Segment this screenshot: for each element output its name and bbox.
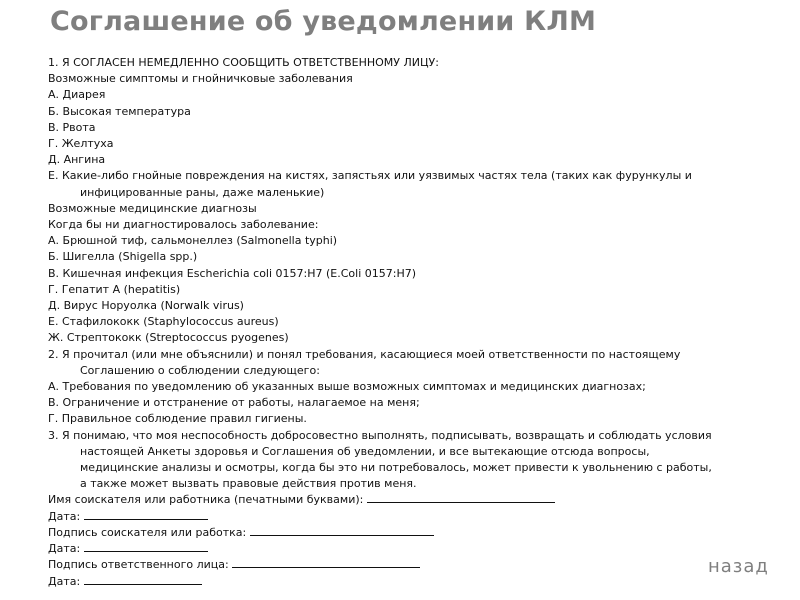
list-item: Д. Вирус Норуолка (Norwalk virus)	[48, 299, 244, 313]
list-item: В. Кишечная инфекция Escherichia coli 0157:H7 (E.Coli 0157:H7)	[48, 266, 417, 280]
date-line[interactable]	[84, 541, 208, 552]
applicant-name-label: Имя соискателя или работника (печатными буквами):	[48, 493, 364, 507]
responsible-signature-line[interactable]	[232, 557, 420, 568]
agreement-body	[48, 55, 748, 590]
section2-line2: Соглашению о соблюдении следующего:	[80, 363, 320, 377]
list-item: Г. Правильное соблюдение правил гигиены.	[48, 412, 307, 426]
section3-line3: медицинские анализы и осмотры, когда бы это ни потребовалось, может привести к увольнению с работы,	[80, 461, 712, 475]
list-item: Е. Какие-либо гнойные повреждения на кистях, запястьях или уязвимых частях тела (таких как фурункулы и	[48, 169, 692, 183]
list-item: Е. Стафилококк (Staphylococcus aureus)	[48, 315, 279, 329]
section2-line1: 2. Я прочитал (или мне объяснили) и понял требования, касающиеся моей ответственности по настоящему	[48, 347, 681, 361]
list-item: Б. Шигелла (Shigella spp.)	[48, 250, 198, 264]
list-item: Г. Желтуха	[48, 137, 114, 151]
list-item: В. Ограничение и отстранение от работы, налагаемое на меня;	[48, 396, 420, 410]
date-line[interactable]	[84, 574, 202, 585]
responsible-signature-field	[48, 557, 748, 573]
applicant-signature-line[interactable]	[250, 525, 434, 536]
applicant-signature-label: Подпись соискателя или работка:	[48, 525, 247, 539]
list-item: Д. Ангина	[48, 153, 106, 167]
list-item: Г. Гепатит А (hepatitis)	[48, 282, 181, 296]
list-item: А. Требования по уведомлению об указанных выше возможных симптомах и медицинских диагнозах;	[48, 380, 646, 394]
list-item: Ж. Стрептококк (Streptococcus pyogenes)	[48, 331, 289, 345]
date-field-3	[48, 574, 748, 590]
date-field-1	[48, 509, 748, 525]
section3-line4: а также может вызвать правовые действия против меня.	[80, 477, 417, 491]
page-title: Соглашение об уведомлении КЛМ	[50, 6, 597, 37]
list-item: А. Брюшной тиф, сальмонеллез (Salmonella typhi)	[48, 234, 338, 248]
applicant-name-field	[48, 492, 748, 508]
diagnoses-heading: Возможные медицинские диагнозы	[48, 201, 257, 215]
date-label: Дата:	[48, 509, 81, 523]
list-item-continuation: инфицированные раны, даже маленькие)	[80, 185, 325, 199]
date-field-2	[48, 541, 748, 557]
section3-line2: настоящей Анкеты здоровья и Соглашения об уведомлении, и все вытекающие отсюда вопросы,	[80, 444, 650, 458]
list-item: В. Рвота	[48, 120, 96, 134]
section1-heading: 1. Я СОГЛАСЕН НЕМЕДЛЕННО СООБЩИТЬ ОТВЕТСТВЕННОМУ ЛИЦУ:	[48, 56, 439, 69]
back-link[interactable]: назад	[708, 556, 769, 577]
section3-line1: 3. Я понимаю, что моя неспособность добросовестно выполнять, подписывать, возвращать и соблюдать условия	[48, 428, 712, 442]
responsible-signature-label: Подпись ответственного лица:	[48, 558, 229, 572]
symptoms-heading: Возможные симптомы и гнойничковые заболевания	[48, 72, 353, 86]
date-label: Дата:	[48, 574, 81, 588]
date-line[interactable]	[84, 509, 208, 520]
applicant-name-line[interactable]	[367, 492, 555, 503]
list-item: А. Диарея	[48, 88, 106, 102]
diagnoses-when: Когда бы ни диагностировалось заболевание:	[48, 218, 319, 232]
date-label: Дата:	[48, 542, 81, 556]
list-item: Б. Высокая температура	[48, 104, 191, 118]
applicant-signature-field	[48, 525, 748, 541]
